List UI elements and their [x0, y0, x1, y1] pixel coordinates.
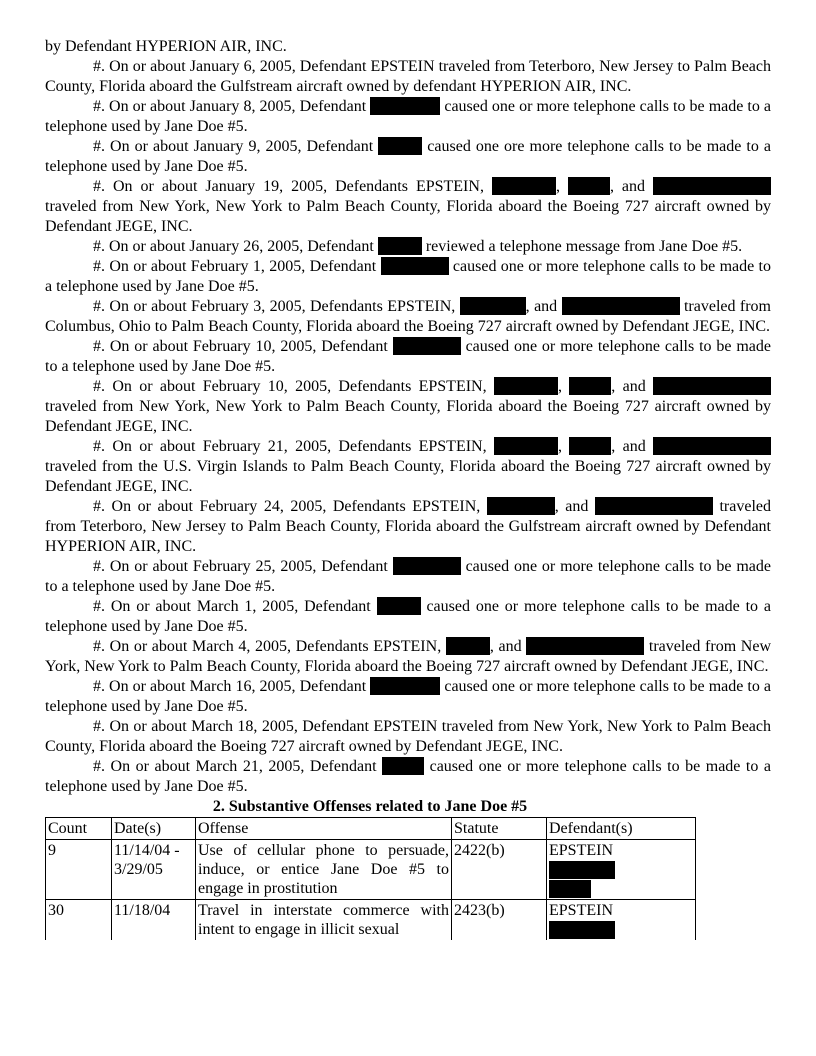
redaction — [568, 177, 610, 195]
redaction — [549, 880, 591, 898]
date-cell: 11/14/04 - 3/29/05 — [112, 840, 196, 900]
redaction — [382, 757, 424, 775]
statute-cell: 2422(b) — [452, 840, 547, 900]
paragraph: #. On or about February 21, 2005, Defendants EPSTEIN, , , and traveled from the U.S. Virgin Islands to Palm Beach County, Florida aboard the Boeing 727 aircraft owned by Defendant JEGE, INC. — [45, 438, 771, 495]
offenses-table — [45, 817, 696, 940]
paragraph: #. On or about March 16, 2005, Defendant caused one or more telephone calls to be made to a telephone used by Jane Doe #5. — [45, 678, 771, 715]
redaction — [378, 237, 422, 255]
paragraph: by Defendant HYPERION AIR, INC. — [45, 38, 287, 55]
redaction — [393, 337, 461, 355]
redaction — [494, 437, 558, 455]
count-cell: 9 — [46, 840, 112, 900]
defendant-name: EPSTEIN — [549, 842, 613, 859]
redaction — [370, 97, 440, 115]
paragraph: #. On or about February 3, 2005, Defendants EPSTEIN, , and traveled from Columbus, Ohio to Palm Beach County, Florida aboard the Boeing 727 aircraft owned by Defendant JEGE, INC. — [45, 298, 772, 335]
redaction — [653, 177, 771, 195]
date-cell: 11/18/04 — [112, 900, 196, 941]
column-header: Date(s) — [112, 818, 196, 840]
paragraph: #. On or about March 21, 2005, Defendant caused one or more telephone calls to be made to a telephone used by Jane Doe #5. — [45, 758, 772, 795]
redaction — [653, 437, 771, 455]
paragraph: #. On or about February 25, 2005, Defendant caused one or more telephone calls to be made to a telephone used by Jane Doe #5. — [45, 558, 771, 595]
redaction — [487, 497, 555, 515]
document-body — [45, 37, 771, 940]
redaction — [549, 921, 615, 939]
redaction — [569, 437, 611, 455]
paragraph: #. On or about February 24, 2005, Defendants EPSTEIN, , and traveled from Teterboro, New Jersey to Palm Beach County, Florida aboard the Gulfstream aircraft owned by Defendant HYPERION AIR, INC. — [45, 498, 771, 555]
table-row — [46, 840, 696, 900]
offense-cell: Travel in interstate commerce with intent to engage in illicit sexual — [196, 900, 452, 941]
count-cell: 30 — [46, 900, 112, 941]
paragraph: #. On or about March 4, 2005, Defendants EPSTEIN, , and traveled from New York, New York to Palm Beach County, Florida aboard the Boeing 727 aircraft owned by Defendant JEGE, INC. — [45, 638, 771, 675]
redaction — [393, 557, 461, 575]
paragraph: #. On or about January 6, 2005, Defendant EPSTEIN traveled from Teterboro, New Jersey to Palm Beach County, Florida aboard the Gulfstream aircraft owned by defendant HYPERION AIR, INC. — [45, 58, 771, 95]
paragraph: #. On or about February 10, 2005, Defendant caused one or more telephone calls to be made to a telephone used by Jane Doe #5. — [45, 338, 771, 375]
redaction — [569, 377, 611, 395]
redaction — [492, 177, 556, 195]
paragraph: #. On or about February 10, 2005, Defendants EPSTEIN, , , and traveled from New York, New York to Palm Beach County, Florida aboard the Boeing 727 aircraft owned by Defendant JEGE, INC. — [45, 378, 771, 435]
redaction — [446, 637, 490, 655]
defendant-name: EPSTEIN — [549, 902, 613, 919]
redaction — [378, 137, 422, 155]
section-heading: 2. Substantive Offenses related to Jane Doe #5 — [212, 798, 528, 815]
redaction — [526, 637, 644, 655]
redaction — [381, 257, 449, 275]
statute-cell: 2423(b) — [452, 900, 547, 941]
column-header: Defendant(s) — [547, 818, 696, 840]
redaction — [653, 377, 771, 395]
column-header: Statute — [452, 818, 547, 840]
defendant-cell — [547, 900, 696, 941]
paragraph: #. On or about February 1, 2005, Defendant caused one or more telephone calls to be made to a telephone used by Jane Doe #5. — [45, 258, 771, 295]
paragraph: #. On or about March 18, 2005, Defendant EPSTEIN traveled from New York, New York to Palm Beach County, Florida aboard the Boeing 727 aircraft owned by Defendant JEGE, INC. — [45, 718, 771, 755]
column-header: Offense — [196, 818, 452, 840]
paragraph: #. On or about January 8, 2005, Defendant caused one or more telephone calls to be made to a telephone used by Jane Doe #5. — [45, 98, 771, 135]
table-header-row — [46, 818, 696, 840]
paragraph: #. On or about March 1, 2005, Defendant caused one or more telephone calls to be made to a telephone used by Jane Doe #5. — [45, 598, 771, 635]
redaction — [370, 677, 440, 695]
defendant-cell — [547, 840, 696, 900]
column-header: Count — [46, 818, 112, 840]
paragraph: #. On or about January 19, 2005, Defendants EPSTEIN, , , and traveled from New York, New York to Palm Beach County, Florida aboard the Boeing 727 aircraft owned by Defendant JEGE, INC. — [45, 178, 771, 235]
paragraph: #. On or about January 9, 2005, Defendant caused one ore more telephone calls to be made to a telephone used by Jane Doe #5. — [45, 138, 771, 175]
redaction — [377, 597, 421, 615]
redaction — [460, 297, 526, 315]
redaction — [494, 377, 558, 395]
paragraph: #. On or about January 26, 2005, Defendant reviewed a telephone message from Jane Doe #5. — [93, 238, 743, 255]
table-row — [46, 900, 696, 941]
redaction — [549, 861, 615, 879]
redaction — [562, 297, 680, 315]
offense-cell: Use of cellular phone to persuade, induce, or entice Jane Doe #5 to engage in prostitution — [196, 840, 452, 900]
redaction — [595, 497, 713, 515]
